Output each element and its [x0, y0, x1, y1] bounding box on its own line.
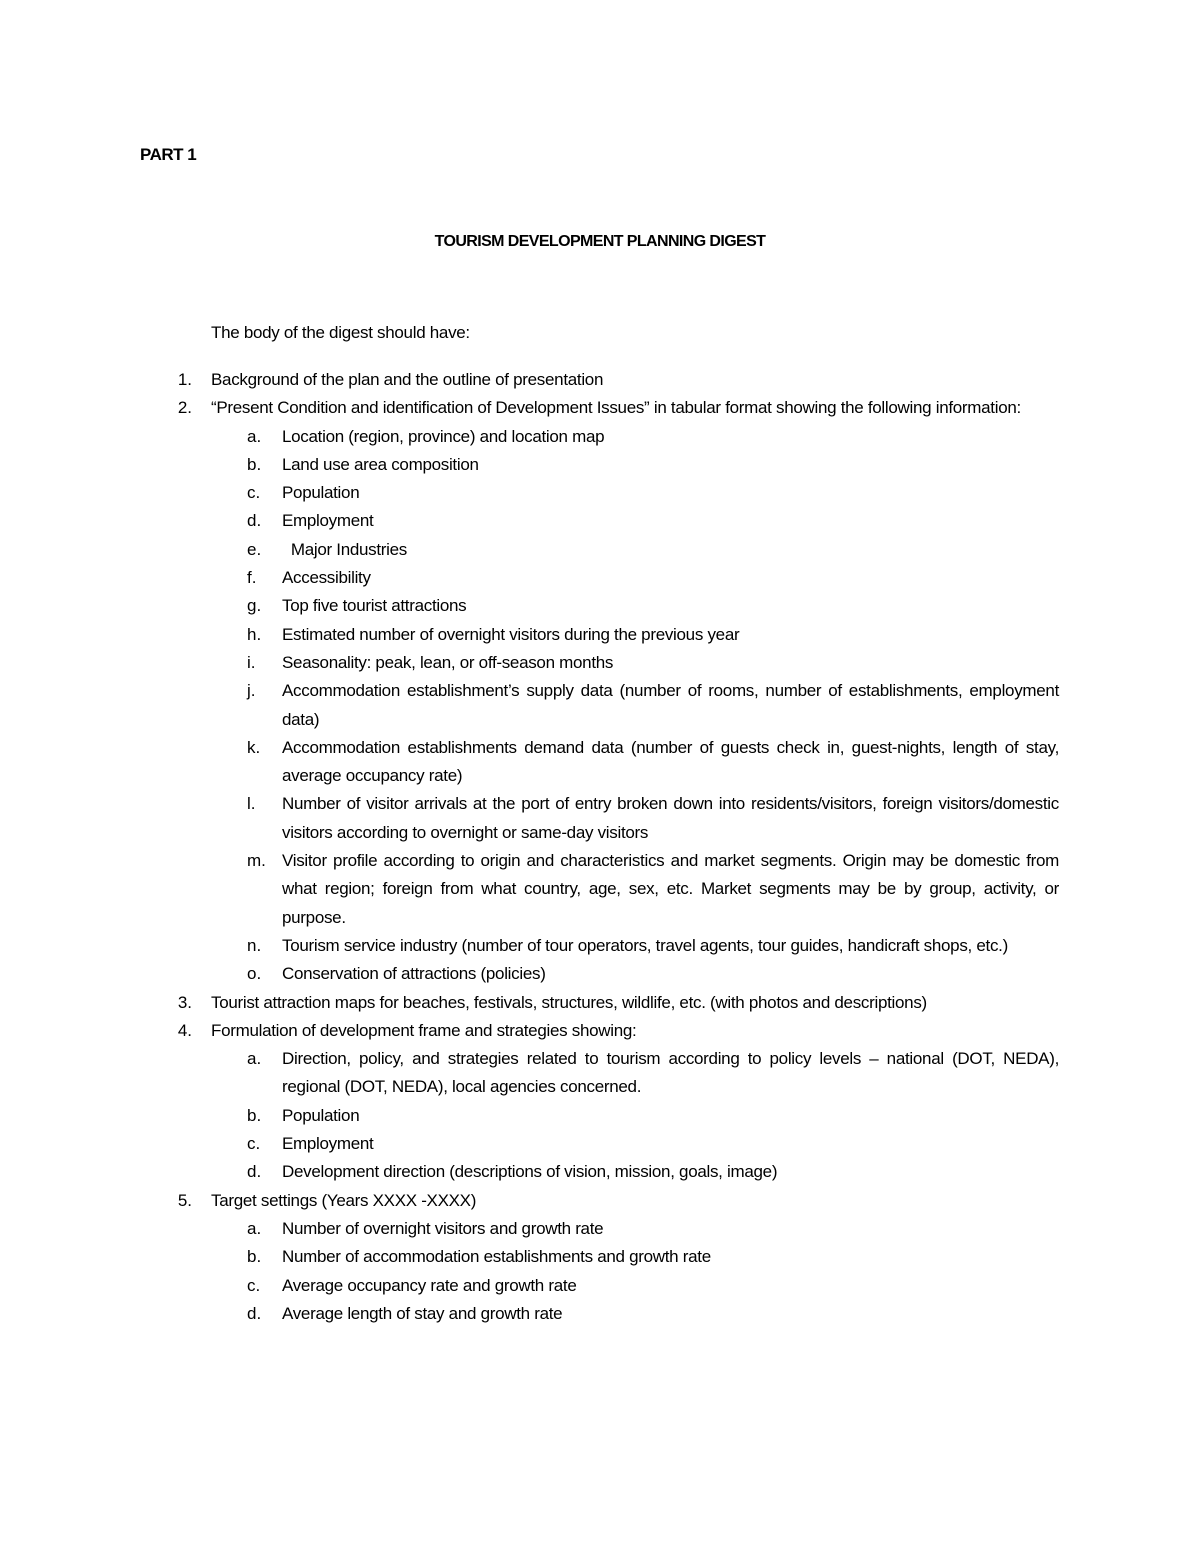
subitem-text: Land use area composition: [282, 454, 479, 474]
subitem-text: Average occupancy rate and growth rate: [282, 1275, 577, 1295]
part-label: PART 1: [140, 145, 197, 164]
sub-list-item: [0, 536, 1200, 564]
list-item: [0, 366, 1200, 394]
item-number: 4.: [177, 1020, 192, 1040]
subitem-letter: a.: [247, 1218, 262, 1238]
list-item: [0, 1187, 1200, 1215]
sub-list-item: [0, 1130, 1200, 1158]
subitem-letter: c.: [247, 483, 261, 503]
subitem-text: Employment: [282, 511, 374, 531]
subitem-text: Average length of stay and growth rate: [282, 1303, 563, 1323]
subitem-text: Employment: [282, 1134, 374, 1154]
subitem-text: Major Industries: [282, 539, 407, 559]
subitem-letter: e.: [247, 539, 262, 559]
subitem-text: Number of visitor arrivals at the port of entry broken down into residents/visitors, foreign visitors/domestic visitors according to overnight or same-day visitors: [282, 794, 1059, 842]
list-item: [0, 989, 1200, 1017]
item-text: Formulation of development frame and strategies showing:: [211, 1020, 637, 1040]
intro-text: The body of the digest should have:: [211, 323, 470, 342]
subitem-letter: d.: [247, 1303, 262, 1323]
subitem-text: Conservation of attractions (policies): [282, 964, 546, 984]
subitem-text: Location (region, province) and location map: [282, 426, 605, 446]
sub-list-item: [0, 649, 1200, 677]
item-number: 1.: [177, 370, 192, 389]
subitem-letter: d.: [247, 1162, 262, 1182]
subitem-letter: i.: [247, 652, 256, 672]
subitem-text: Population: [282, 483, 360, 503]
sub-list-item: [0, 734, 1200, 791]
item-text: Tourist attraction maps for beaches, festivals, structures, wildlife, etc. (with photos and descriptions): [211, 992, 927, 1012]
subitem-letter: l.: [247, 794, 256, 814]
sub-list-item: [0, 507, 1200, 535]
sub-list-item: [0, 479, 1200, 507]
subitem-text: Accommodation establishment’s supply data (number of rooms, number of establishments, employment data): [282, 681, 1059, 729]
sub-list-item: [0, 1300, 1200, 1328]
document-title: TOURISM DEVELOPMENT PLANNING DIGEST: [434, 233, 766, 250]
subitem-letter: c.: [247, 1134, 261, 1154]
subitem-text: Direction, policy, and strategies related to tourism according to policy levels – national (DOT, NEDA), regional (DOT, NEDA), local agencies concerned.: [282, 1049, 1059, 1097]
subitem-letter: n.: [247, 935, 262, 955]
sub-list-item: [0, 1102, 1200, 1130]
item-text: Target settings (Years XXXX -XXXX): [211, 1190, 477, 1210]
sub-list-item: [0, 592, 1200, 620]
subitem-letter: a.: [247, 1049, 262, 1069]
subitem-letter: k.: [247, 737, 261, 757]
subitem-letter: b.: [247, 1105, 262, 1125]
subitem-text: Top five tourist attractions: [282, 596, 467, 616]
subitem-letter: b.: [247, 454, 262, 474]
item-number: 2.: [177, 398, 192, 418]
sub-list-item: [0, 847, 1200, 932]
digest-list: [0, 366, 1200, 1328]
subitem-text: Number of accommodation establishments and growth rate: [282, 1247, 711, 1267]
subitem-letter: h.: [247, 624, 262, 644]
subitem-text: Development direction (descriptions of vision, mission, goals, image): [282, 1162, 778, 1182]
subitem-text: Visitor profile according to origin and characteristics and market segments. Origin may be domestic from what region; foreign from what country, age, sex, etc. Market segments may be by group, activity, or purpose.: [282, 851, 1059, 927]
sub-list-item: [0, 677, 1200, 734]
list-item: [0, 1017, 1200, 1045]
subitem-text: Tourism service industry (number of tour operators, travel agents, tour guides, handicraft shops, etc.): [282, 935, 1008, 955]
item-number: 5.: [177, 1190, 192, 1210]
subitem-text: Number of overnight visitors and growth rate: [282, 1218, 604, 1238]
sub-list-item: [0, 451, 1200, 479]
subitem-letter: j.: [247, 681, 256, 701]
sub-list-item: [0, 932, 1200, 960]
item-text: Background of the plan and the outline of presentation: [211, 370, 604, 389]
subitem-text: Accommodation establishments demand data (number of guests check in, guest-nights, length of stay, average occupancy rate): [282, 737, 1059, 786]
subitem-text: Population: [282, 1105, 360, 1125]
subitem-letter: d.: [247, 511, 262, 531]
subitem-text: Estimated number of overnight visitors during the previous year: [282, 624, 740, 644]
sub-list-item: [0, 1045, 1200, 1102]
sub-list-item: [0, 1272, 1200, 1300]
sub-list-item: [0, 960, 1200, 988]
subitem-text: Seasonality: peak, lean, or off-season months: [282, 652, 614, 672]
sub-list-item: [0, 1243, 1200, 1271]
item-number: 3.: [177, 992, 192, 1012]
subitem-letter: o.: [247, 964, 262, 984]
subitem-letter: f.: [247, 568, 257, 588]
subitem-text: Accessibility: [282, 568, 371, 588]
sub-list-item: [0, 621, 1200, 649]
subitem-letter: a.: [247, 426, 262, 446]
subitem-letter: c.: [247, 1275, 261, 1295]
subitem-letter: m.: [247, 851, 266, 871]
subitem-letter: g.: [247, 596, 262, 616]
sub-list-item: [0, 564, 1200, 592]
sub-list-item: [0, 790, 1200, 847]
sub-list-item: [0, 1215, 1200, 1243]
sub-list-item: [0, 423, 1200, 451]
sub-list-item: [0, 1158, 1200, 1186]
item-text: “Present Condition and identification of Development Issues” in tabular format showing the following information:: [211, 398, 1021, 418]
list-item: [0, 394, 1200, 422]
subitem-letter: b.: [247, 1247, 262, 1267]
